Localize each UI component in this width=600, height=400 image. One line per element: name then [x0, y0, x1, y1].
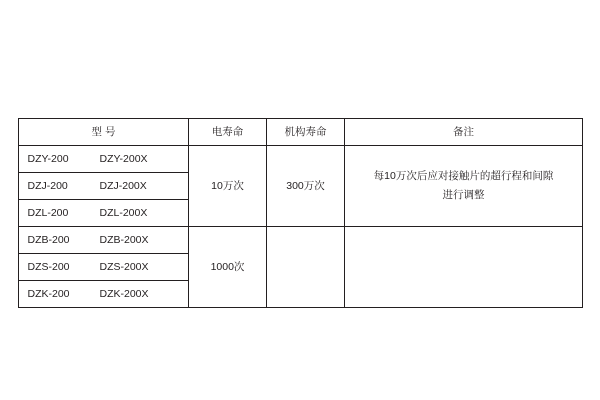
model-code-variant: DZS-200X	[99, 260, 149, 273]
model-code-primary: DZL-200	[27, 206, 69, 219]
column-header-model: 型 号	[19, 119, 189, 146]
remark-line-2: 进行调整	[442, 189, 485, 201]
model-code-variant: DZB-200X	[99, 233, 149, 246]
remark-cell	[345, 227, 583, 308]
table-row	[19, 146, 583, 173]
model-cell	[19, 254, 189, 281]
model-cell	[19, 173, 189, 200]
table-header-row	[19, 119, 583, 146]
column-header-mechanical-life: 机构寿命	[267, 119, 345, 146]
model-code-variant: DZL-200X	[99, 206, 148, 219]
model-code-variant: DZJ-200X	[99, 179, 147, 192]
column-header-remark: 备注	[345, 119, 583, 146]
model-cell	[19, 227, 189, 254]
electrical-life-cell: 10万次	[189, 146, 267, 227]
model-code-variant: DZY-200X	[99, 152, 148, 165]
mechanical-life-cell: 300万次	[267, 146, 345, 227]
model-cell	[19, 200, 189, 227]
model-code-primary: DZS-200	[27, 260, 70, 273]
electrical-life-cell: 1000次	[189, 227, 267, 308]
remark-cell	[345, 146, 583, 227]
model-code-primary: DZB-200	[27, 233, 70, 246]
model-cell	[19, 146, 189, 173]
table-row	[19, 227, 583, 254]
model-code-variant: DZK-200X	[99, 287, 149, 300]
relay-specification-table	[18, 118, 583, 308]
model-code-primary: DZJ-200	[27, 179, 68, 192]
remark-line-1: 每10万次后应对接触片的超行程和间隙	[373, 169, 554, 182]
mechanical-life-cell	[267, 227, 345, 308]
model-cell	[19, 281, 189, 308]
model-code-primary: DZY-200	[27, 152, 69, 165]
column-header-electrical-life: 电寿命	[189, 119, 267, 146]
model-code-primary: DZK-200	[27, 287, 70, 300]
